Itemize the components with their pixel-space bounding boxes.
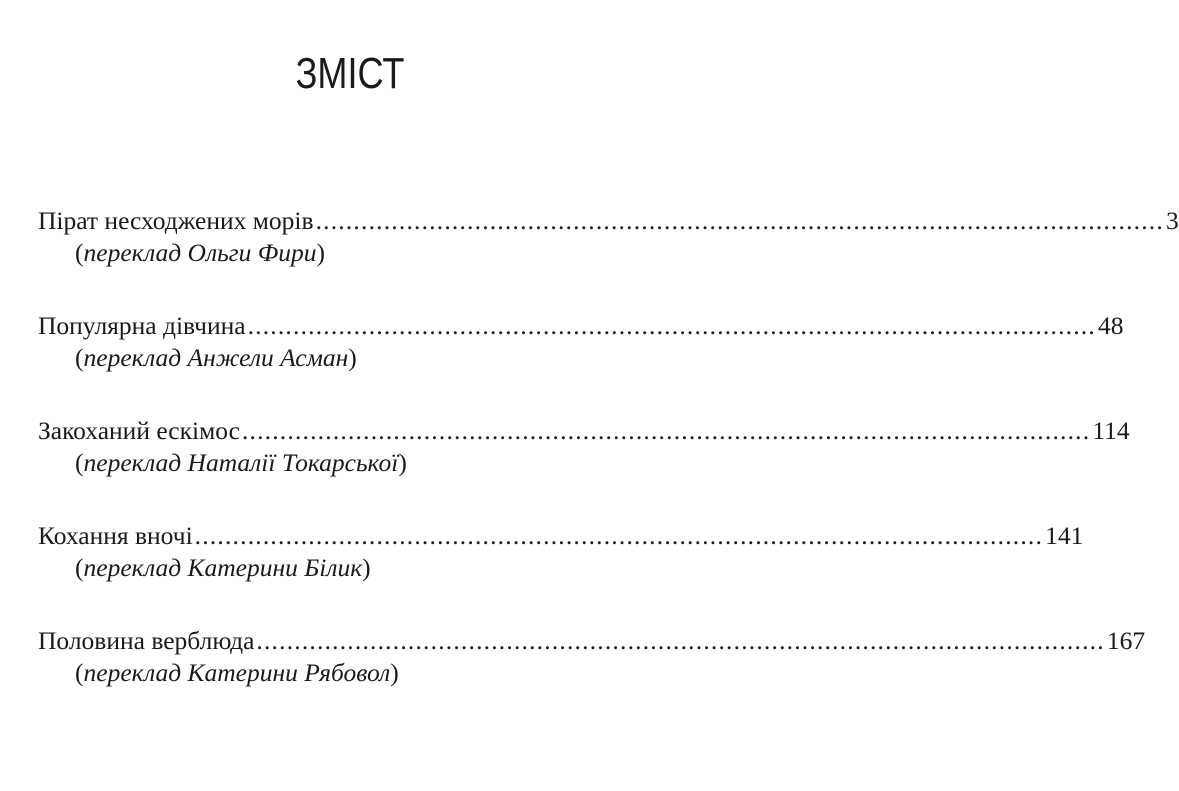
toc-entry-line xyxy=(38,520,1084,552)
toc-entry-translator: (переклад Катерини Білик) xyxy=(75,553,371,582)
toc-entry-page-number: 167 xyxy=(1106,626,1146,655)
toc-entry-page-number: 48 xyxy=(1097,311,1124,340)
toc-entry-line xyxy=(38,625,1146,657)
toc-entry xyxy=(38,625,1146,689)
toc-entry-page-number: 114 xyxy=(1092,416,1130,445)
toc-entry-translator-text: переклад Анжели Асман xyxy=(83,343,349,372)
table-of-contents xyxy=(38,205,1179,730)
toc-entry-title: Закоханий ескімос xyxy=(38,416,240,445)
toc-entry-title: Половина верблюда xyxy=(38,626,255,655)
toc-entry-translator-text: переклад Наталії Токарської xyxy=(83,448,399,477)
toc-entry-translator: (переклад Анжели Асман) xyxy=(75,343,357,372)
toc-entry xyxy=(38,310,1124,374)
toc-entry xyxy=(38,205,1179,269)
toc-entry-translator-text: переклад Катерини Білик xyxy=(83,553,363,582)
dot-leader: ................................................................................................................ xyxy=(315,206,1164,235)
dot-leader: ................................................................................................................ xyxy=(241,416,1091,445)
toc-entry-title: Популярна дівчина xyxy=(38,311,246,340)
toc-entry-translator-text: переклад Ольги Фири xyxy=(83,238,317,267)
toc-entry-line xyxy=(38,310,1124,342)
toc-entry-line xyxy=(38,205,1179,237)
dot-leader: ................................................................................................................ xyxy=(256,626,1105,655)
toc-entry-translator: (переклад Ольги Фири) xyxy=(75,238,325,267)
dot-leader: ................................................................................................................ xyxy=(247,311,1096,340)
toc-entry-page-number: 141 xyxy=(1045,521,1084,550)
toc-entry-title: Пірат несходжених морів xyxy=(38,206,314,235)
toc-entry-title: Кохання вночі xyxy=(38,521,193,550)
toc-entry-translator: (переклад Катерини Рябовол) xyxy=(75,658,399,687)
toc-entry-translator: (переклад Наталії Токарської) xyxy=(75,448,407,477)
page-title: ЗМІСТ xyxy=(295,49,405,98)
toc-entry-page-number: 3 xyxy=(1165,206,1179,235)
toc-entry-line xyxy=(38,415,1130,447)
toc-entry-translator-text: переклад Катерини Рябовол xyxy=(83,658,391,687)
dot-leader: ................................................................................................................ xyxy=(194,521,1044,550)
toc-entry xyxy=(38,520,1084,584)
toc-entry xyxy=(38,415,1130,479)
